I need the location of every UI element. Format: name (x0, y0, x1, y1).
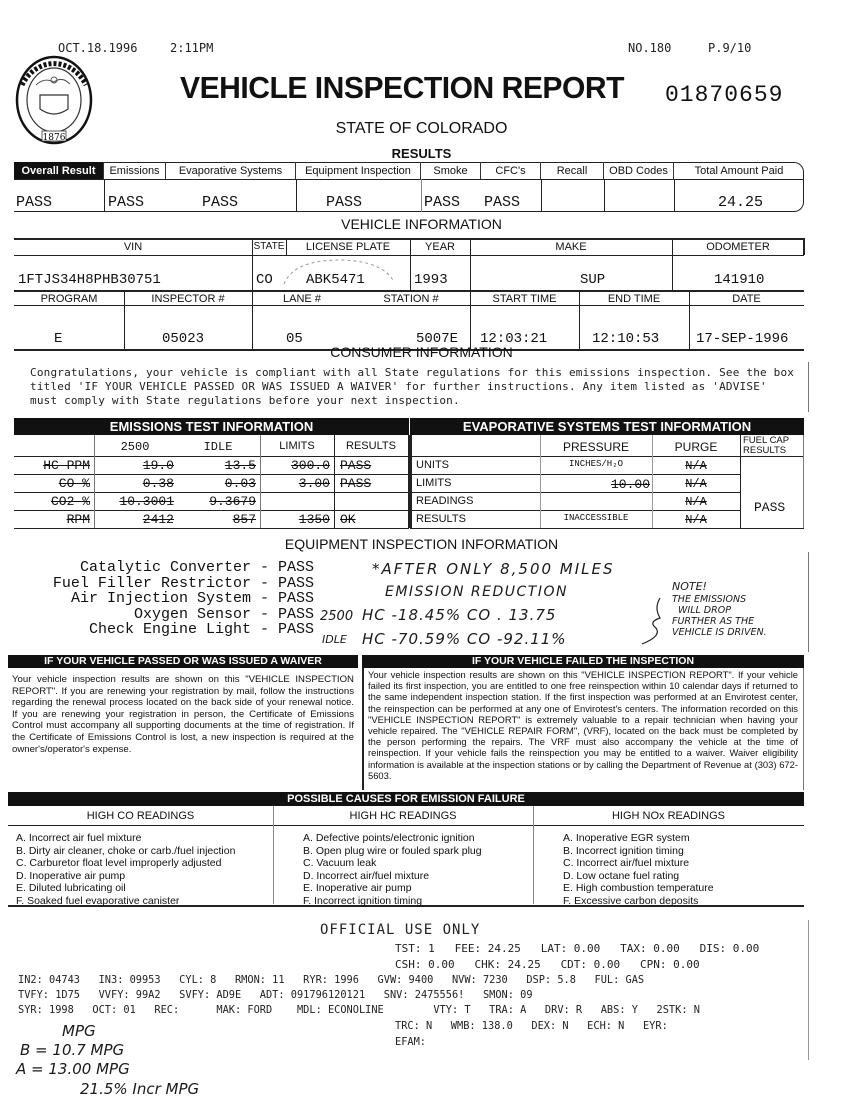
emissions-idle-value: 0.03 (224, 476, 256, 491)
evap-pressure-value: 10.00 (610, 477, 650, 492)
results-col-cfcs: CFC's (481, 162, 541, 179)
equipment-item-result: PASS (277, 574, 314, 592)
official-line-3: IN2: 04743 IN3: 09953 CYL: 8 RMON: 11 RYR: 1996 GVW: 9400 NVW: 7230 DSP: 5.8 FUL: GAS (18, 974, 645, 986)
page-title: VEHICLE INSPECTION REPORT (180, 70, 625, 105)
label-inspector: INSPECTOR # (151, 293, 225, 305)
official-line-7: EFAM: (395, 1036, 426, 1048)
note-idle-label: IDLE (322, 633, 347, 646)
col-idle: IDLE (203, 440, 233, 454)
official-line-5: SYR: 1998 OCT: 01 REC: MAK: FORD MDL: ECONOLINE VTY: T TRA: A DRV: R ABS: Y 2STK: N (18, 1004, 700, 1016)
cause-item: F. Excessive carbon deposits (563, 894, 699, 907)
results-col-evap: Evaporative Systems (166, 162, 296, 179)
result-total-paid: 24.25 (718, 194, 764, 211)
cause-item: A. Inoperative EGR system (563, 832, 690, 844)
emissions-2500-value: 2412 (142, 512, 174, 527)
cause-item: E. Diluted lubricating oil (16, 882, 126, 894)
evap-test-table (410, 418, 804, 532)
result-cfcs: PASS (484, 194, 521, 211)
cause-item: A. Incorrect air fuel mixture (16, 832, 142, 844)
fuel-cap-result: PASS (754, 500, 786, 515)
cause-item: C. Incorrect air/fuel mixture (563, 857, 690, 869)
fax-number: NO.180 (628, 41, 672, 55)
official-line-2: CSH: 0.00 CHK: 24.25 CDT: 0.00 CPN: 0.00 (395, 958, 700, 971)
stamp-mark-icon (274, 256, 414, 286)
emissions-limit-value: 300.0 (290, 458, 330, 473)
result-evap: PASS (202, 194, 239, 211)
evap-pressure-value: INCHES/H₂O (568, 459, 623, 469)
cause-item: C. Carburetor float level improperly adjusted (16, 857, 222, 869)
note-line: WILL DROP (678, 605, 731, 616)
note-idle-values: HC -70.59% CO -92.11% (362, 630, 567, 648)
results-col-emissions: Emissions (104, 162, 166, 179)
label-license-plate: LICENSE PLATE (305, 241, 391, 253)
results-col-overall: Overall Result (14, 162, 104, 179)
fax-time: 2:11PM (170, 41, 214, 55)
label-end-time: END TIME (607, 293, 661, 305)
consumer-info-text: Congratulations, your vehicle is compliant with all State regulations for this emissions inspection. See the box titled 'IF YOUR VEHICLE PASSED OR WAS ISSUED A WAIVER' for further instructions. Any item listed as 'ADVISE' must comply with State regulations before your next inspection. (30, 366, 795, 407)
result-equipment: PASS (326, 194, 363, 211)
causes-table (8, 792, 804, 907)
causes-column-title: HIGH CO READINGS (86, 810, 195, 822)
value-state: CO (256, 272, 273, 288)
col-pressure: PRESSURE (562, 440, 630, 454)
note-body (672, 594, 804, 638)
cause-item: C. Vacuum leak (303, 857, 377, 869)
note-title: NOTE! (672, 580, 707, 593)
value-inspector: 05023 (162, 331, 205, 347)
vehicle-info-table (14, 238, 804, 358)
equipment-item-name: Fuel Filler Restrictor (52, 574, 251, 592)
state-name: STATE OF COLORADO (335, 120, 508, 137)
label-station: STATION # (383, 293, 439, 305)
label-start-time: START TIME (492, 293, 557, 305)
equipment-item (14, 607, 314, 623)
value-make: SUP (580, 272, 606, 288)
value-vin: 1FTJS34H8PHB30751 (18, 272, 161, 288)
causes-list (303, 832, 527, 907)
mpg-after: A = 13.00 MPG (16, 1060, 130, 1078)
results-col-recall: Recall (541, 162, 604, 179)
label-make: MAKE (555, 241, 587, 253)
equipment-item-name: Air Injection System (70, 590, 251, 607)
value-station: 5007E (416, 331, 459, 347)
results-col-total: Total Amount Paid (694, 164, 784, 177)
cause-item: E. High combustion temperature (563, 882, 714, 894)
note-after-miles: *AFTER ONLY 8,500 MILES (372, 560, 615, 578)
label-lane: LANE # (283, 293, 321, 305)
results-col-obd: OBD Codes (604, 162, 674, 179)
emissions-idle-value: 857 (232, 512, 256, 527)
cause-item: D. Incorrect air/fuel mixture (303, 869, 430, 882)
separator: - (250, 574, 278, 592)
vehicle-info-heading: VEHICLE INFORMATION (341, 216, 502, 232)
cause-item: A. Defective points/electronic ignition (303, 832, 475, 844)
cause-item: E. Inoperative air pump (303, 882, 412, 894)
passed-box (8, 655, 358, 790)
cause-item: F. Soaked fuel evaporative canister (16, 894, 180, 907)
official-line-6: TRC: N WMB: 138.0 DEX: N ECH: N EYR: (395, 1020, 668, 1032)
separator: - (250, 621, 278, 638)
value-odometer: 141910 (714, 272, 765, 288)
cause-item: B. Incorrect ignition timing (563, 844, 684, 857)
fax-date: OCT.18.1996 (58, 41, 138, 55)
causes-column-title: HIGH HC READINGS (349, 810, 457, 822)
emissions-result-value: PASS (340, 476, 372, 491)
value-year: 1993 (414, 272, 448, 288)
emissions-result-value: OK (340, 512, 356, 527)
consumer-info-heading: CONSUMER INFORMATION (330, 344, 513, 360)
equipment-item-result: PASS (277, 621, 314, 638)
causes-list (16, 832, 269, 907)
emissions-idle-value: 9.3679 (209, 494, 256, 509)
value-program: E (54, 331, 63, 347)
label-state: STATE (253, 241, 285, 252)
cause-item: D. Low octane fuel rating (563, 869, 680, 882)
emissions-2500-value: 10.3001 (119, 494, 174, 509)
emissions-limit-value: 3.00 (298, 476, 330, 491)
label-program: PROGRAM (40, 293, 98, 305)
emissions-limit-value: 1350 (298, 512, 330, 527)
value-lane: 05 (286, 331, 303, 347)
col-limits: LIMITS (279, 440, 315, 452)
evap-purge-value: N/A (685, 495, 707, 509)
results-col-smoke: Smoke (421, 162, 481, 179)
note-2500-label: 2500 (320, 609, 354, 624)
causes-list (563, 832, 798, 907)
brace-icon (640, 596, 670, 646)
value-license-plate: ABK5471 (306, 272, 365, 288)
note-line: THE EMISSIONS (672, 594, 747, 605)
evap-row-label: LIMITS (416, 477, 452, 489)
failed-box (362, 655, 804, 790)
results-col-equipment: Equipment Inspection (296, 162, 421, 179)
seal-year: 1876 (42, 133, 66, 143)
passed-heading: IF YOUR VEHICLE PASSED OR WAS ISSUED A WAIVER (8, 655, 358, 668)
evap-row-label: UNITS (416, 459, 449, 471)
equipment-heading: EQUIPMENT INSPECTION INFORMATION (284, 536, 559, 552)
result-emissions: PASS (108, 194, 145, 211)
equipment-item (14, 576, 314, 592)
result-overall: PASS (16, 194, 53, 211)
evap-heading: EVAPORATIVE SYSTEMS TEST INFORMATION (410, 418, 804, 435)
note-line: FURTHER AS THE (672, 616, 755, 627)
emissions-row-label: CO2 % (50, 494, 90, 509)
official-use-heading: OFFICIAL USE ONLY (320, 922, 481, 938)
cause-item: B. Dirty air cleaner, choke or carb./fuel injection (16, 844, 236, 857)
equipment-item-name: Check Engine Light (88, 621, 251, 638)
value-end-time: 12:10:53 (592, 331, 660, 347)
label-year: YEAR (425, 241, 455, 253)
equipment-item (14, 591, 314, 607)
failed-heading: IF YOUR VEHICLE FAILED THE INSPECTION (362, 655, 804, 668)
results-heading: RESULTS (391, 146, 452, 161)
label-vin: VIN (123, 241, 143, 253)
emissions-row-label: CO % (58, 476, 90, 491)
note-2500-values: HC -18.45% CO . 13.75 (362, 606, 557, 624)
equipment-item-name: Oxygen Sensor (133, 605, 251, 623)
equipment-item-result: PASS (277, 605, 314, 623)
evap-purge-value: N/A (685, 459, 707, 473)
col-purge: PURGE (674, 440, 718, 454)
equipment-item-result: PASS (277, 559, 314, 576)
mpg-title: MPG (62, 1022, 96, 1040)
equipment-list (14, 560, 314, 638)
emissions-row-label: HC PPM (43, 458, 90, 473)
mpg-before: B = 10.7 MPG (20, 1041, 125, 1059)
mpg-increase: 21.5% Incr MPG (80, 1080, 200, 1098)
emissions-2500-value: 0.38 (142, 476, 174, 491)
col-2500: 2500 (120, 440, 150, 454)
cause-item: B. Open plug wire or fouled spark plug (303, 844, 482, 857)
separator: - (250, 559, 278, 576)
equipment-item-name: Catalytic Converter (79, 559, 251, 576)
official-line-1: TST: 1 FEE: 24.25 LAT: 0.00 TAX: 0.00 DIS: 0.00 (395, 942, 760, 955)
failed-text: Your vehicle inspection results are shown on this "VEHICLE INSPECTION REPORT". If your vehicle failed its first inspection, you are entitled to one free reinspection within 10 calendar days if returned to the same independent inspection station. If the first inspection was performed at an Envirotest center, the reinspection can be performed at any one of Envirotest's centers. The information recorded on this "VEHICLE INSPECTION REPORT" is extremely valuable to a repair technician when having your vehicle repaired. The "VEHICLE REPAIR FORM", (VRF), located on the back must be completed by the person performing the repairs. The VRF must also accompany the vehicle at the time of reinspection. If your vehicle fails the reinspection you may be entitled to a waiver. Waiver eligibility information is available at the inspection stations or by calling the Department of Revenue at (303) 672-5603. (368, 669, 798, 781)
cause-item: D. Inoperative air pump (16, 869, 126, 882)
label-date: DATE (732, 293, 761, 305)
passed-text: Your vehicle inspection results are shown on this "VEHICLE INSPECTION REPORT". If you are renewing your registration by mail, follow the instructions regarding the renewal process located on the back side of your renewal notice. If you are renewing your registration in person, the Certificate of Emissions Control must accompany all supporting documents at the time of registration. If the Certificate of Emissions Control is lost, a new inspection is required at the owner's/operator's expense. (12, 674, 354, 755)
evap-row-label: RESULTS (416, 513, 466, 525)
emissions-2500-value: 19.0 (142, 458, 174, 473)
evap-row-label: READINGS (416, 495, 474, 507)
fax-page: P.9/10 (708, 41, 752, 55)
value-date: 17-SEP-1996 (696, 331, 789, 347)
emissions-row-label: RPM (66, 512, 90, 527)
result-smoke: PASS (424, 194, 461, 211)
equipment-item-result: PASS (277, 590, 314, 607)
emissions-idle-value: 13.5 (224, 458, 256, 473)
col-results: RESULTS (346, 440, 396, 452)
emissions-result-value: PASS (340, 458, 372, 473)
cause-item: F. Incorrect ignition timing (303, 894, 423, 907)
col-fuel-cap: FUEL CAP RESULTS (743, 435, 789, 456)
value-start-time: 12:03:21 (480, 331, 548, 347)
note-emission-reduction: EMISSION REDUCTION (385, 584, 568, 600)
note-line: VEHICLE IS DRIVEN. (672, 627, 767, 638)
evap-purge-value: N/A (685, 513, 707, 527)
serial-number: 01870659 (665, 82, 784, 108)
evap-pressure-value: INACCESSIBLE (563, 513, 629, 523)
causes-heading: POSSIBLE CAUSES FOR EMISSION FAILURE (8, 792, 804, 806)
official-line-4: TVFY: 1D75 VVFY: 99A2 SVFY: AD9E ADT: 091796120121 SNV: 2475556! SMON: 09 (18, 989, 533, 1001)
separator: - (250, 590, 278, 607)
emissions-test-table (14, 418, 409, 532)
label-odometer: ODOMETER (706, 241, 770, 253)
results-table (14, 162, 804, 212)
separator: - (250, 605, 278, 623)
equipment-item (14, 622, 314, 638)
evap-purge-value: N/A (685, 477, 707, 491)
equipment-item (14, 560, 314, 576)
emissions-heading: EMISSIONS TEST INFORMATION (14, 418, 409, 435)
causes-column-title: HIGH NOx READINGS (611, 810, 726, 822)
